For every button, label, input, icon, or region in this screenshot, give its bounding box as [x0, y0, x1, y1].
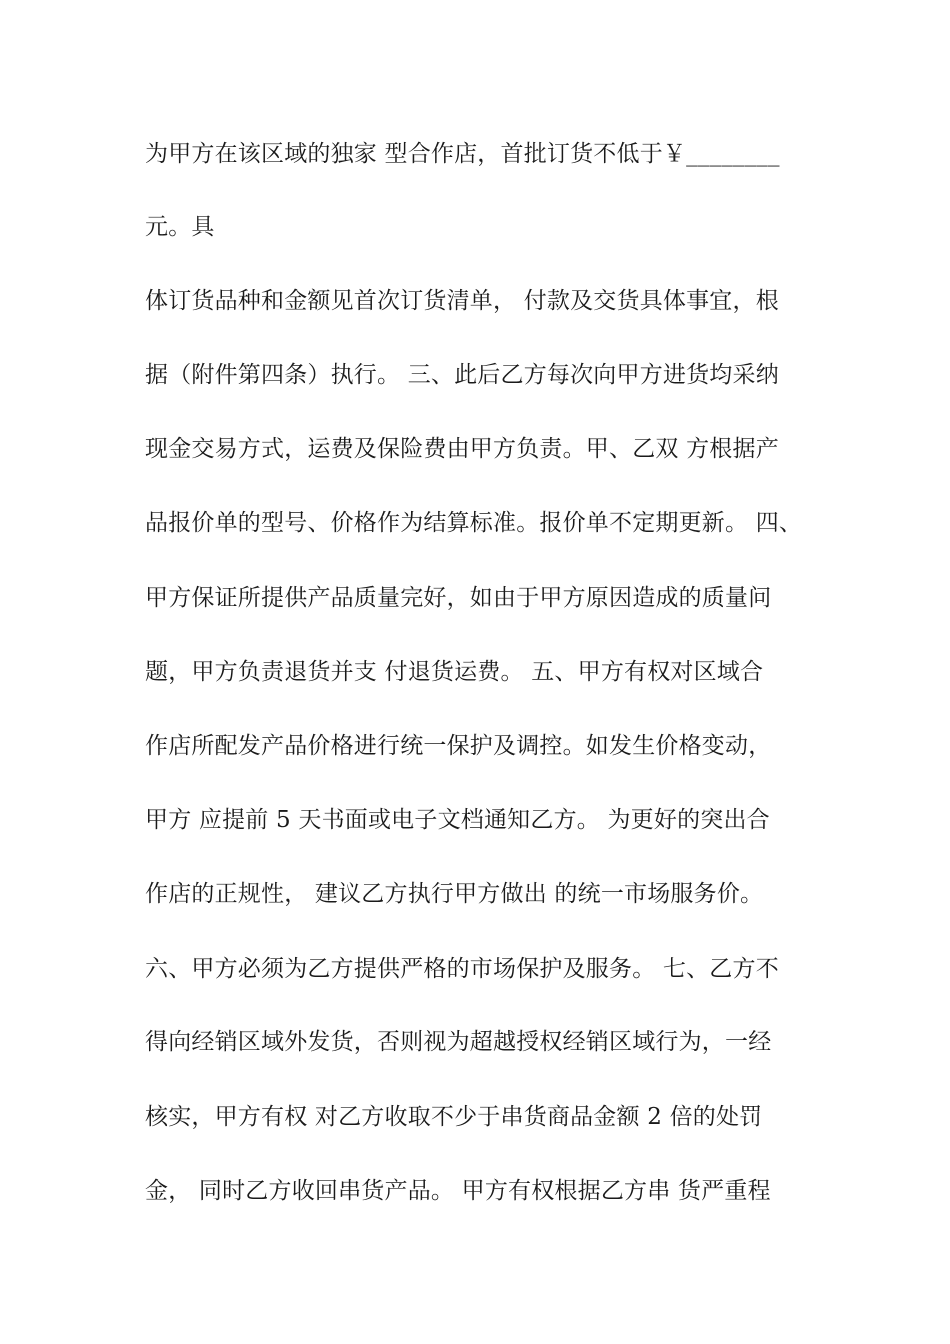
text-line: 作店的正规性， 建议乙方执行甲方做出 的统一市场服务价。	[145, 881, 764, 907]
text-line: 现金交易方式，运费及保险费由甲方负责。甲、乙双 方根据产	[145, 436, 779, 462]
text-line: 元。具	[145, 214, 215, 240]
text-line: 得向经销区域外发货，否则视为超越授权经销区域行为，一经	[145, 1029, 772, 1055]
text-line: 题，甲方负责退货并支 付退货运费。 五、甲方有权对区域合	[145, 659, 764, 685]
text-line: 甲方 应提前 5 天书面或电子文档通知乙方。 为更好的突出合	[145, 807, 770, 833]
text-line: 六、甲方必须为乙方提供严格的市场保护及服务。 七、乙方不	[145, 956, 779, 982]
text-line: 核实，甲方有权 对乙方收取不少于串货商品金额 2 倍的处罚	[145, 1104, 763, 1130]
text-line: 体订货品种和金额见首次订货清单， 付款及交货具体事宜，根	[145, 288, 779, 314]
text-line: 金， 同时乙方收回串货产品。 甲方有权根据乙方串 货严重程	[145, 1178, 771, 1204]
text-line: 品报价单的型号、价格作为结算标准。报价单不定期更新。 四、	[145, 510, 803, 536]
text-line: 甲方保证所提供产品质量完好，如由于甲方原因造成的质量问	[145, 585, 772, 611]
text-line: 据（附件第四条）执行。 三、此后乙方每次向甲方进货均采纳	[145, 362, 779, 388]
text-line: 为甲方在该区域的独家 型合作店，首批订货不低于￥________	[145, 141, 780, 167]
text-line: 作店所配发产品价格进行统一保护及调控。如发生价格变动，	[145, 733, 772, 759]
